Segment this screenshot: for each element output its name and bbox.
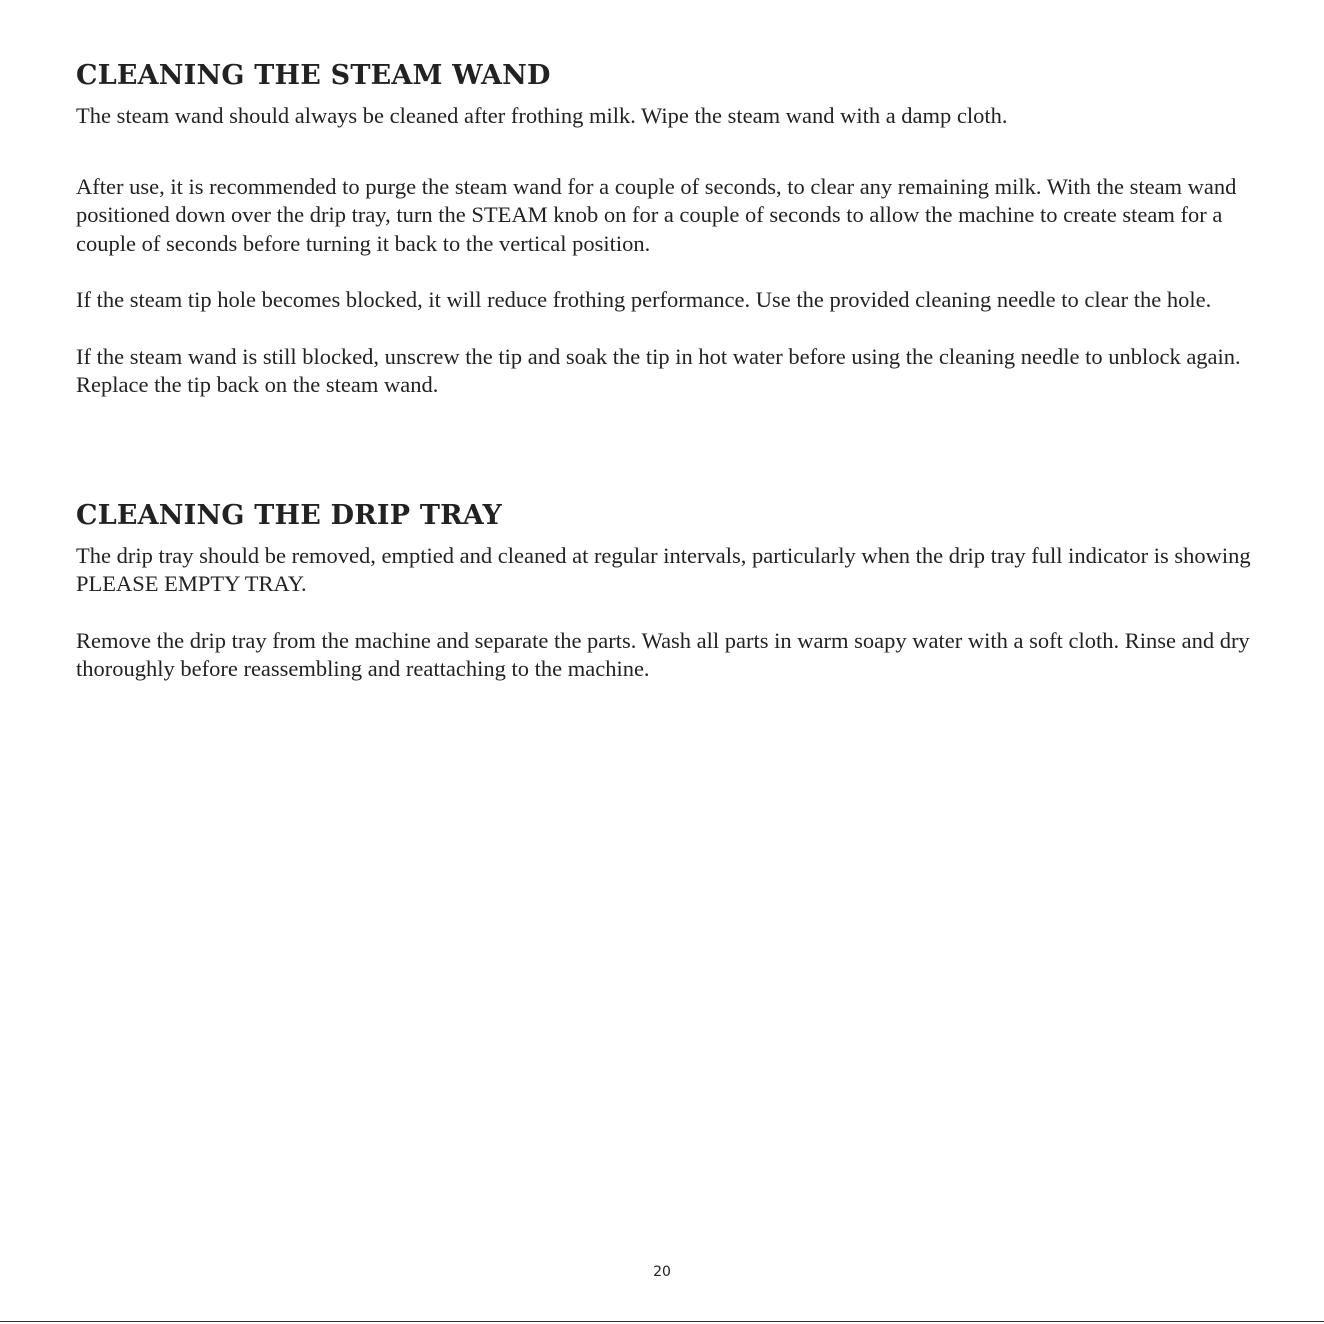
page-number: 20 (653, 1264, 671, 1280)
page-content (76, 56, 1256, 684)
section-title-steam-wand: CLEANING THE STEAM WAND (76, 60, 551, 91)
bottom-divider (0, 1321, 1324, 1322)
section-title-drip-tray: CLEANING THE DRIP TRAY (76, 499, 503, 531)
paragraph-still-blocked: If the steam wand is still blocked, unscrew the tip and soak the tip in hot water before using the cleaning needle to unblock again. Replace the tip back on the steam wand. (76, 343, 1241, 397)
section-drip-tray (76, 496, 1256, 684)
paragraph-blocked-tip: If the steam tip hole becomes blocked, it will reduce frothing performance. Use the provided cleaning needle to clear the hole. (76, 287, 1212, 312)
paragraph-drip-tray-wash: Remove the drip tray from the machine and separate the parts. Wash all parts in warm soapy water with a soft cloth. Rinse and dry thoroughly before reassembling and reattaching to the machine. (76, 627, 1250, 681)
section-steam-wand (76, 56, 1256, 400)
paragraph-purge-wand: After use, it is recommended to purge the steam wand for a couple of seconds, to clear any remaining milk. With the steam wand positioned down over the drip tray, turn the STEAM knob on for a couple of seconds to allow the machine to create steam for a couple of seconds before turning it back to the vertical position. (76, 173, 1237, 256)
paragraph-drip-tray-intervals: The drip tray should be removed, emptied and cleaned at regular intervals, particularly when the drip tray full indicator is showing PLEASE EMPTY TRAY. (76, 542, 1251, 596)
paragraph-wipe-wand: The steam wand should always be cleaned after frothing milk. Wipe the steam wand with a damp cloth. (76, 103, 1008, 128)
